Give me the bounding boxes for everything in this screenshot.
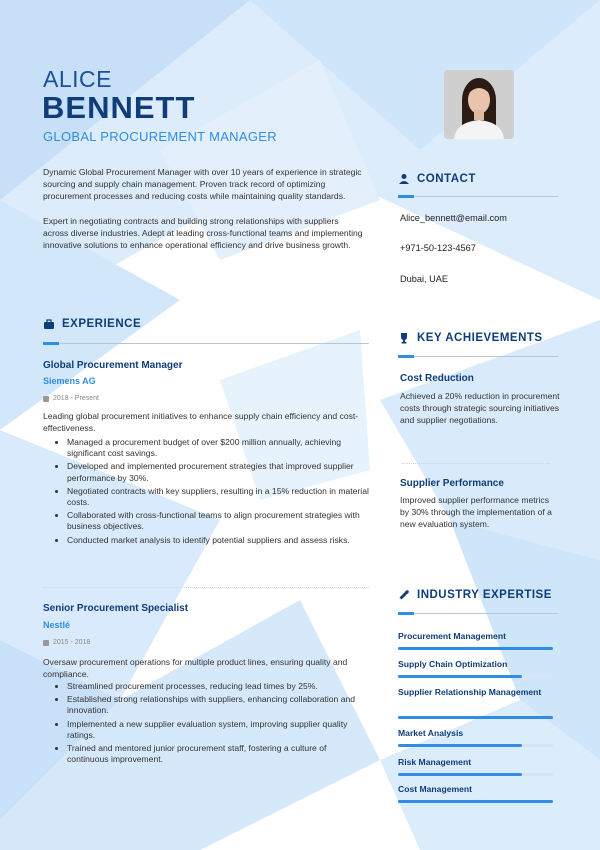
skill-level-fill (398, 773, 522, 776)
job-company-1: Siemens AG (43, 376, 96, 386)
skill-name: Procurement Management (398, 631, 506, 641)
job-description-2: Oversaw procurement operations for multiple product lines, ensuring quality and compliance. (43, 657, 348, 679)
achievement-description: Achieved a 20% reduction in procurement costs through strategic sourcing initiatives and supplier negotiations. (400, 391, 560, 425)
list-item: Conducted market analysis to identify potential suppliers and assess risks. (55, 535, 370, 546)
skill-name: Market Analysis (398, 728, 464, 738)
profile-photo (444, 70, 514, 139)
contact-heading-label: CONTACT (417, 173, 476, 185)
skill-level-bar (398, 647, 553, 650)
skill-level-fill (398, 647, 553, 650)
experience-heading (43, 318, 141, 330)
skill-level-fill (398, 744, 522, 747)
expertise-heading-label: INDUSTRY EXPERTISE (417, 589, 552, 601)
job-dates-1 (43, 395, 99, 402)
wrench-icon (398, 589, 410, 601)
achievements-rule (398, 356, 558, 357)
list-item: Developed and implemented procurement strategies that improved supplier performance by 30%. (55, 461, 370, 483)
list-item: Collaborated with cross-functional teams to align procurement strategies with business objectives. (55, 510, 370, 532)
job-title-1: Global Procurement Manager (43, 360, 183, 371)
experience-rule (43, 343, 369, 344)
list-item: Negotiated contracts with key suppliers, resulting in a 15% reduction in material costs. (55, 486, 370, 508)
achievement-description: Improved supplier performance metrics by 30% through the implementation of a new evaluation system. (400, 495, 552, 529)
last-name: BENNETT (42, 90, 196, 125)
briefcase-icon (43, 318, 55, 330)
expertise-heading (398, 589, 552, 601)
job-dates-2 (43, 639, 90, 646)
contact-heading (398, 173, 476, 185)
skill-level-bar (398, 716, 553, 719)
first-name: ALICE (43, 66, 112, 92)
job-bullets-1 (55, 437, 370, 548)
job-bullets-2 (55, 681, 370, 767)
summary-paragraph: Dynamic Global Procurement Manager with over 10 years of experience in strategic sourcing and supply chain management. Proven track record of optimizing procurement processes and reducing costs while maintaining quality standards. (43, 167, 362, 202)
skill-name: Risk Management (398, 757, 472, 767)
job-title-2: Senior Procurement Specialist (43, 603, 189, 614)
list-item: Trained and mentored junior procurement staff, fostering a culture of continuous improvement. (55, 743, 370, 765)
list-item: Managed a procurement budget of over $200 million annually, achieving significant cost savings. (55, 437, 370, 459)
skill-level-fill (398, 716, 553, 719)
job-divider (43, 587, 369, 588)
calendar-icon (43, 396, 49, 402)
contact-phone[interactable]: +971-50-123-4567 (400, 243, 476, 253)
experience-heading-label: EXPERIENCE (62, 318, 142, 330)
skill-level-bar (398, 675, 553, 678)
skill-name: Cost Management (398, 784, 473, 794)
list-item: Established strong relationships with suppliers, enhancing collaboration and innovation. (55, 694, 370, 716)
contact-location: Dubai, UAE (400, 274, 449, 284)
trophy-icon (398, 332, 410, 344)
job-description-1: Leading global procurement initiatives to enhance supply chain efficiency and cost-effectiveness. (43, 411, 359, 433)
calendar-icon (43, 640, 49, 646)
achievement-title: Cost Reduction (400, 373, 474, 384)
contact-rule (398, 196, 558, 197)
skill-level-fill (398, 675, 522, 678)
achievements-heading (398, 332, 543, 344)
list-item: Implemented a new supplier evaluation system, improving supplier quality ratings. (55, 719, 370, 741)
achievements-heading-label: KEY ACHIEVEMENTS (417, 332, 543, 344)
contact-email[interactable]: Alice_bennett@email.com (400, 213, 507, 223)
achievement-divider (402, 463, 550, 464)
person-icon (398, 173, 410, 185)
profile-summary (43, 166, 363, 263)
achievement-title: Supplier Performance (400, 478, 504, 489)
summary-paragraph: Expert in negotiating contracts and building strong relationships with suppliers across diverse industries. Adept at leading cross-functional teams and implementing innovative solutions to enhance operational efficiency and drive business growth. (43, 215, 363, 251)
job-title: GLOBAL PROCUREMENT MANAGER (43, 129, 277, 144)
job-dates-label: 2018 - Present (53, 395, 99, 402)
skill-level-bar (398, 744, 553, 747)
skill-level-bar (398, 773, 553, 776)
job-dates-label: 2015 - 2018 (53, 639, 91, 646)
expertise-rule (398, 613, 558, 614)
skill-name: Supply Chain Optimization (398, 659, 508, 669)
skill-level-fill (398, 800, 553, 803)
skill-name: Supplier Relationship Management (398, 687, 542, 697)
skill-level-bar (398, 800, 553, 803)
list-item: Streamlined procurement processes, reducing lead times by 25%. (55, 681, 370, 692)
job-company-2: Nestlé (43, 620, 71, 630)
